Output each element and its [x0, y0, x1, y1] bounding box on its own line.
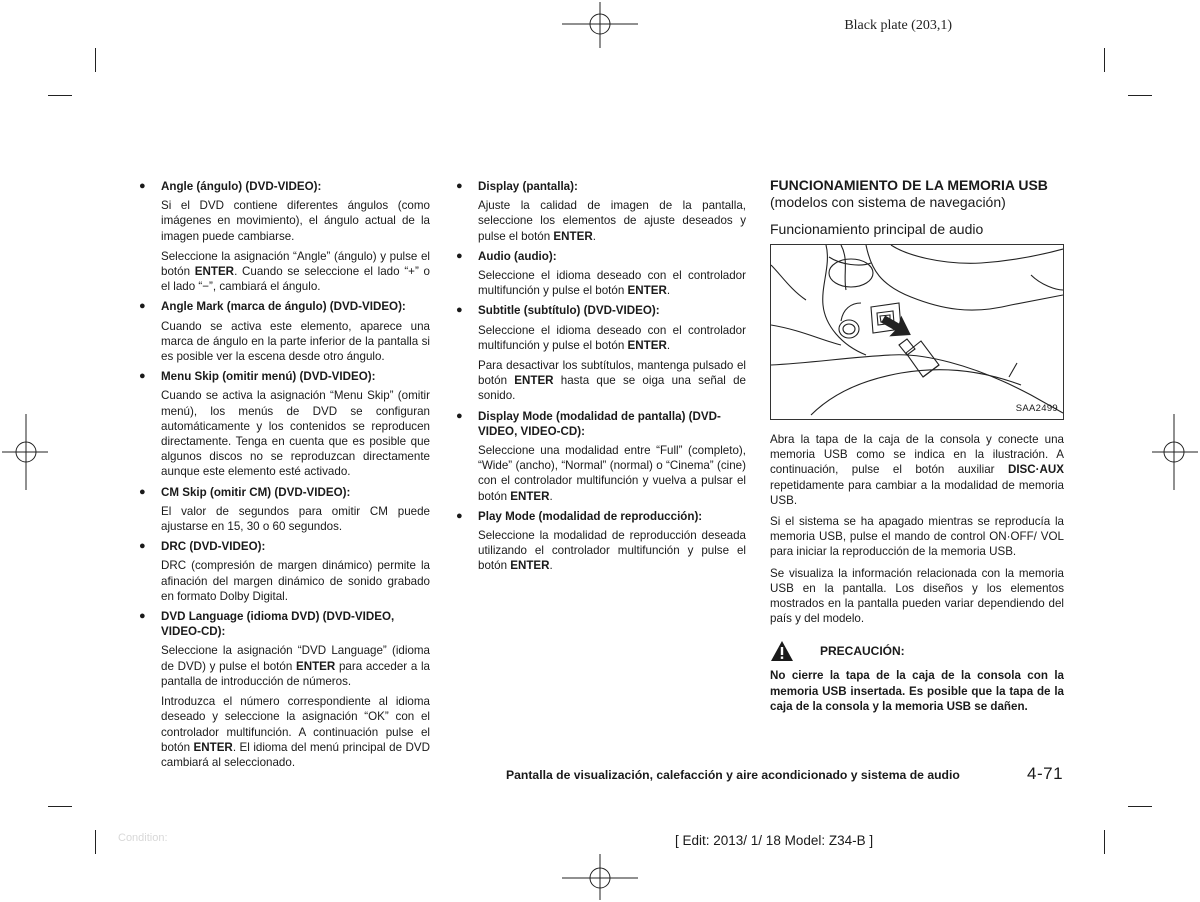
button-name: DISC·AUX — [1007, 463, 1064, 477]
registration-mark-top — [560, 0, 640, 60]
menu-option-entry — [454, 249, 746, 299]
usb-section-title: FUNCIONAMIENTO DE LA MEMORIA USB — [770, 177, 1048, 193]
menu-option-entry — [454, 303, 746, 403]
caution-title: PRECAUCIÓN: — [820, 643, 905, 658]
entry-term: Display Mode (modalidad de pantalla) (DVD-VIDEO, VIDEO-CD): — [478, 409, 721, 438]
entry-term: DRC (DVD-VIDEO): — [161, 540, 266, 554]
caution-body: No cierre la tapa de la caja de la consola con la memoria USB insertada. Es posible que la tapa de la caja de la consola y la memoria USB se dañen. — [770, 669, 1064, 713]
text-run: Seleccione la modalidad de reproducción deseada utilizando el controlador multifunción y pulse el botón — [478, 529, 746, 573]
menu-option-entry — [137, 485, 430, 535]
bullet-icon: ● — [139, 300, 146, 313]
footer-chapter-title: Pantalla de visualización, calefacción y aire acondicionado y sistema de audio — [506, 768, 960, 782]
button-name: ENTER — [553, 229, 593, 243]
text-run: . — [592, 229, 596, 243]
menu-option-entry — [137, 539, 430, 604]
entry-term: Menu Skip (omitir menú) (DVD-VIDEO): — [161, 370, 376, 384]
entry-description — [478, 323, 746, 353]
bullet-icon: ● — [139, 485, 146, 498]
button-name: ENTER — [193, 740, 233, 754]
entry-description — [161, 249, 430, 295]
text-run: Abra la tapa de la caja de la consola y conecte una memoria USB como se indica en la ilustración. A continuación, pulse el botón auxiliar — [770, 433, 1064, 477]
text-run: Se visualiza la información relacionada con la memoria USB en la pantalla. Los diseños y los elementos mostrados en la pantalla pueden variar dependiendo del país y del modelo. — [770, 566, 1064, 626]
entry-term: Display (pantalla): — [478, 180, 578, 193]
button-name: ENTER — [194, 265, 235, 279]
figure-code: SAA2499 — [1015, 402, 1058, 414]
usb-illustration — [770, 244, 1064, 420]
button-name: ENTER — [627, 338, 667, 352]
registration-mark-right — [1140, 412, 1200, 492]
usb-section-subtitle: (modelos con sistema de navegación) — [770, 194, 1006, 210]
bullet-icon: ● — [456, 180, 463, 192]
page-number: 4-71 — [1027, 764, 1064, 783]
warning-icon — [770, 640, 794, 662]
text-run: hasta que se oiga una señal de sonido. — [478, 374, 747, 403]
bullet-icon: ● — [456, 249, 463, 262]
text-run: . Cuando se seleccione el lado “+” o el lado “−”, cambiará el ángulo. — [161, 265, 431, 294]
text-run: Para desactivar los subtítulos, mantenga pulsado el botón — [478, 359, 746, 388]
entry-description — [161, 198, 430, 244]
entry-term: Audio (audio): — [478, 249, 557, 263]
menu-option-entry — [454, 509, 746, 574]
entry-description — [478, 198, 746, 244]
bullet-icon: ● — [139, 370, 146, 383]
body-paragraph — [770, 432, 1064, 508]
menu-option-entry — [454, 409, 746, 504]
button-name: ENTER — [295, 659, 336, 673]
bullet-icon: ● — [456, 509, 463, 522]
text-run: Seleccione la asignación “Angle” (ángulo) y pulse el botón — [161, 249, 430, 279]
entry-description — [478, 528, 746, 574]
text-run: Seleccione el idioma deseado con el controlador multifunción y pulse el botón — [478, 323, 746, 352]
text-run: Introduzca el número correspondiente al idioma deseado y seleccione la asignación “OK” con el controlador multifunción. A continuación pulse el botón — [161, 695, 430, 754]
edit-info: [ Edit: 2013/ 1/ 18 Model: Z34-B ] — [675, 833, 874, 848]
text-run: para acceder a la pantalla de introducción de números. — [161, 659, 430, 688]
entry-description — [161, 504, 430, 534]
caution-header — [770, 640, 1064, 662]
column-left — [137, 179, 430, 775]
entry-description — [478, 268, 746, 298]
text-run: Ajuste la calidad de imagen de la pantalla, seleccione los elementos de ajuste deseados y pulse el botón — [478, 199, 746, 243]
text-run: Seleccione la asignación “DVD Language” (idioma de DVD) y pulse el botón — [161, 644, 430, 673]
bullet-icon: ● — [139, 540, 146, 553]
entry-description — [161, 388, 430, 479]
menu-option-entry — [454, 179, 746, 244]
text-run: . — [666, 284, 671, 298]
entry-term: Angle Mark (marca de ángulo) (DVD-VIDEO): — [161, 300, 406, 314]
entry-term: DVD Language (idioma DVD) (DVD-VIDEO, VIDEO-CD): — [161, 610, 395, 639]
text-run: . — [666, 338, 671, 352]
plate-label: Black plate (203,1) — [844, 18, 952, 33]
entry-description — [478, 358, 746, 404]
entry-term: CM Skip (omitir CM) (DVD-VIDEO): — [161, 485, 351, 499]
menu-option-entry — [137, 609, 430, 770]
audio-section-heading: Funcionamiento principal de audio — [770, 221, 984, 237]
text-run: Cuando se activa la asignación “Menu Skip” (omitir menú), los menús de DVD se configuran automáticamente y los contenidos se reproducen directamente. Tenga en cuenta que es posible que algunos discos no se reproduzcan directamente aunque este elemento esté activado. — [161, 389, 430, 479]
registration-mark-left — [0, 412, 60, 492]
text-run: repetidamente para cambiar a la modalidad de memoria USB. — [770, 478, 1064, 507]
entry-description — [478, 443, 746, 504]
entry-term: Angle (ángulo) (DVD-VIDEO): — [161, 180, 322, 193]
menu-option-entry — [137, 299, 430, 364]
entry-description — [161, 558, 430, 604]
bullet-icon: ● — [139, 180, 146, 192]
text-run: . — [549, 489, 553, 503]
body-paragraph — [770, 566, 1064, 627]
text-run: DRC (compresión de margen dinámico) permite la afinación del margen dinámico de sonido grabado en formato Dolby Digital. — [161, 559, 430, 603]
menu-option-entry — [137, 369, 430, 479]
text-run: Seleccione una modalidad entre “Full” (completo), “Wide” (ancho), “Normal” (normal) o “Cinema” (cine) con el controlador multifunción y vuelva a pulsar el botón — [478, 444, 746, 503]
bullet-icon: ● — [139, 610, 146, 623]
registration-mark-bottom — [560, 850, 640, 902]
entry-description — [161, 694, 430, 770]
button-name: ENTER — [510, 559, 550, 573]
usb-console-drawing — [771, 245, 1063, 419]
text-run: . — [549, 559, 553, 573]
bullet-icon: ● — [456, 409, 463, 422]
entry-term: Subtitle (subtítulo) (DVD-VIDEO): — [478, 304, 660, 318]
body-paragraph — [770, 514, 1064, 560]
bullet-icon: ● — [456, 304, 463, 317]
entry-term: Play Mode (modalidad de reproducción): — [478, 509, 703, 523]
text-run: Si el DVD contiene diferentes ángulos (como imágenes en movimiento), el ángulo actual de la imagen puede cambiarse. — [161, 199, 430, 243]
entry-description — [161, 319, 430, 365]
menu-option-entry — [137, 179, 430, 294]
text-run: Si el sistema se ha apagado mientras se reproducía la memoria USB, pulse el mando de control ON·OFF/ VOL para iniciar la reproducción de la memoria USB. — [770, 515, 1064, 559]
text-run: El valor de segundos para omitir CM puede ajustarse en 15, 30 o 60 segundos. — [161, 504, 430, 534]
column-right — [770, 177, 1064, 720]
usb-paragraphs — [770, 432, 1064, 626]
text-run: Cuando se activa este elemento, aparece una marca de ángulo en la parte inferior de la pantalla si es posible ver la escena desde otro ángulo. — [161, 319, 430, 364]
column-middle — [454, 179, 746, 579]
entry-description — [161, 643, 430, 689]
button-name: ENTER — [627, 284, 667, 298]
condition-label: Condition: — [118, 832, 168, 844]
text-run: Seleccione el idioma deseado con el controlador multifunción y pulse el botón — [478, 269, 746, 298]
text-run: . El idioma del menú principal de DVD cambiará al seleccionado. — [161, 740, 430, 769]
button-name: ENTER — [510, 489, 550, 503]
button-name: ENTER — [514, 374, 554, 388]
